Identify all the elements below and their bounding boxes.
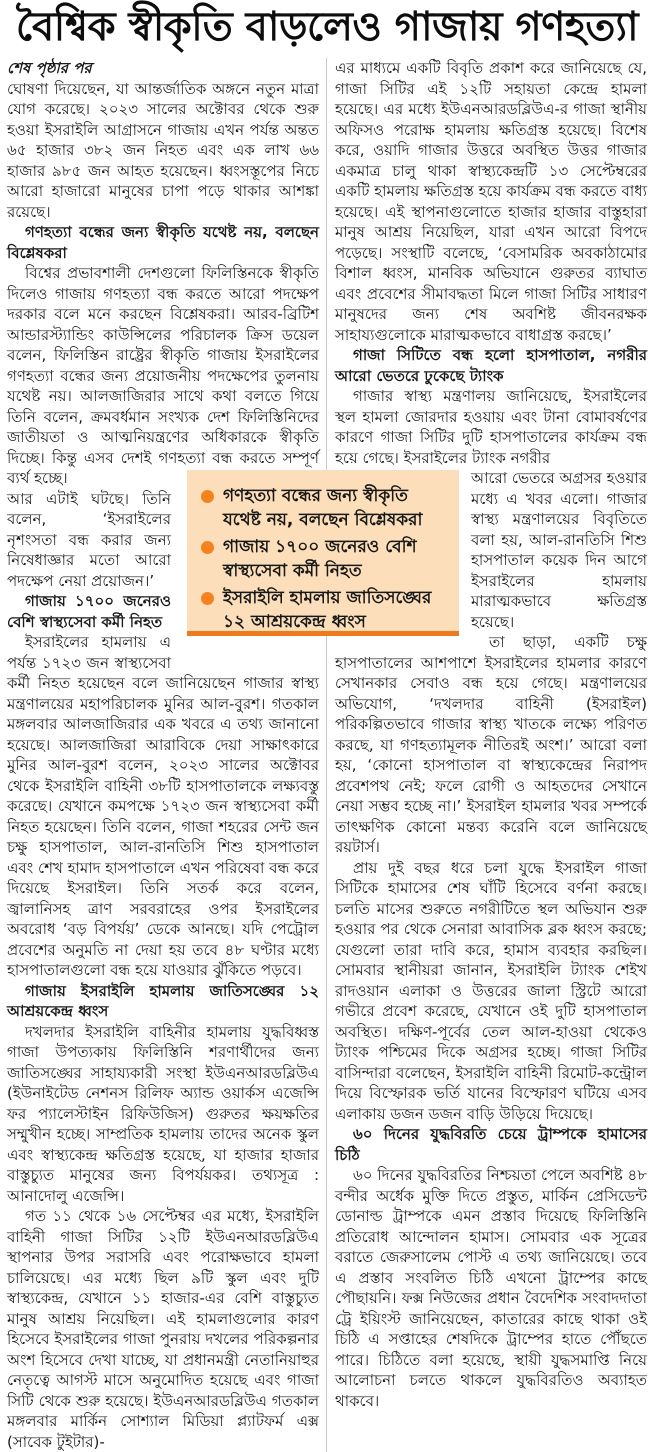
subhead-recognition-not-enough: গণহত্যা বন্ধের জন্য স্বীকৃতি যথেষ্ট নয়, বলছেন বিশ্লেষকরা [7, 223, 319, 262]
newspaper-page [0, 2, 654, 1451]
paragraph: ৬০ দিনের যুদ্ধবিরতির নিশ্চয়তা পেলে অবশিষ্ট ৪৮ বন্দীর অর্ধেক মুক্তি দিতে প্রস্তুত, মার্কিন প্রেসিডেন্ট ডোনাল্ড ট্রাম্পকে এমন প্রস্তাব দিয়েছে ফিলিস্তিনি প্রতিরোধ আন্দোলন হামাস। সোমবার এক সূত্রের বরাতে জেরুসালেম পোস্ট এ তথ্য জানিয়েছে। তবে এ প্রস্তাব সংবলিত চিঠি এখনো ট্রাম্পের কাছে পৌছায়নি। ফক্স নিউজের প্রধান বৈদেশিক সংবাদদাতা ট্রে ইয়িংস্ট জানিয়েছেন, কাতারের কাছে থাকা ওই চিঠি এ সপ্তাহের শেষদিকে ট্রাম্পের হাতে পৌঁছতে পারে। চিঠিতে বলা হয়েছে, স্থায়ী যুদ্ধসমাপ্তি নিয়ে আলোচনা চলতে থাকলে যুদ্ধবিরতিও অব্যাহত থাকবে। [335, 1166, 647, 1410]
article-body [0, 58, 654, 1452]
paragraph: ইসরাইলের হামলায় এ পর্যন্ত ১৭২৩ জন স্বাস্থ্যসেবা কর্মী নিহত হয়েছেন বলে জানিয়েছেন গাজার স্বাস্থ্য মন্ত্রণালয়ের মহাপরিচালক মুনির আল-বুরশ। গতকাল মঙ্গলবার আলজাজিরার এক খবরে এ তথ্য জানানো হয়েছে। আলজাজিরা আরাবিকে দেয়া সাক্ষাৎকারে মুনির আল-বুরশ বলেন, ২০২৩ সালের অক্টোবর থেকে ইসরাইলি বাহিনী ৩৮টি হাসপাতালকে লক্ষ্যবস্তু করেছে। যেখানে কমপক্ষে ১৭২৩ জন স্বাস্থ্যসেবা কর্মী নিহত হয়েছেন। তিনি বলেন, গাজা শহরের সেন্ট জন চক্ষু হাসপাতাল, আল-রানতিসি শিশু হাসপাতাল এবং শেখ হামাদ হাসপাতালে এখন পরিষেবা বন্ধ করে দিয়েছে ইসরাইল। তিনি সতর্ক করে বলেন, জ্বালানিসহ ত্রাণ সরবরাহের ওপর ইসরাইলের অবরোধ ‘বড় বিপর্যয়’ ডেকে আনছে। যদি পেট্রোল প্রবেশের অনুমতি না দেয়া হয় তবে ৪৮ ঘণ্টার মধ্যে হাসপাতালগুলো বন্ধ হয়ে যাওয়ার ঝুঁকিতে পড়বে। [7, 633, 319, 979]
highlight-box [187, 470, 459, 636]
right-column [327, 58, 647, 1452]
highlight-bullet-item [199, 535, 447, 583]
highlight-bullet-text: ইসরাইলি হামলায় জাতিসঙ্ঘের ১২ আশ্রয়কেন্দ্র ধ্বংস [223, 588, 432, 632]
paragraph: তা ছাড়া, একটি চক্ষু হাসপাতালের আশপাশে ইসরাইলের হামলার কারণে সেখানকার সেবাও বন্ধ হয়ে গেছে। মন্ত্রণালয়ের অভিযোগ, ‘দখলদার বাহিনী (ইসরাইল) পরিকল্পিতভাবে গাজার স্বাস্থ্য খাতকে লক্ষ্যে পরিণত করছে, যা গণহত্যামূলক নীতিরই অংশ।’ আরো বলা হয়, ‘কোনো হাসপাতাল বা স্বাস্থ্যকেন্দ্রের নিরাপদ প্রবেশপথ নেই; ফলে রোগী ও আহতদের সেখানে নেয়া সম্ভব হচ্ছে না।’ ইসরাইল হামলার খবর সম্পর্কে তাৎক্ষণিক কোনো মন্তব্য করেনি বলে জানিয়েছে রয়টার্স। [335, 633, 647, 856]
highlight-bullet-text: গাজায় ১৭০০ জনেরও বেশি স্বাস্থ্যসেবা কর্মী নিহত [223, 537, 417, 581]
left-column [7, 58, 327, 1452]
paragraph: আরো ভেতরে অগ্রসর হওয়ার মধ্যে এ খবর এলো। গাজার স্বাস্থ্য মন্ত্রণালয়ের বিবৃতিতে বলা হয়, আল-রানতিসি শিশু হাসপাতাল কয়েক দিন আগে ইসরাইলের হামলায় মারাত্মকভাবে ক্ষতিগ্রস্ত হয়েছে। [471, 469, 647, 631]
continuation-note: শেষ পৃষ্ঠার পর [7, 59, 92, 77]
paragraph: এর মাধ্যমে একটি বিবৃতি প্রকাশ করে জানিয়েছে যে, গাজা সিটির এই ১২টি সহায়তা কেন্দ্রে হামলা হয়েছে। এর মধ্যে ইউএনআরডব্লিউএ-র গাজা স্থানীয় অফিসও পরোক্ষ হামলায় ক্ষতিগ্রস্ত হয়েছে। বিশেষ করে, ওয়াদি গাজার উত্তরে অবস্থিত উত্তর গাজার একমাত্র চালু থাকা স্বাস্থ্যকেন্দ্রটি ১৩ সেপ্টেম্বরের একটি হামলায় ক্ষতিগ্রস্ত হয়ে কার্যক্রম বন্ধ করতে বাধ্য হয়েছে। এই স্থাপনাগুলোতে হাজার হাজার বাস্তুহারা মানুষ আশ্রয় নিয়েছিল, যারা এখন আরো বিপদে পড়েছে। সংস্থাটি বলেছে, ‘বেসামরিক অবকাঠামোর বিশাল ধ্বংস, মানবিক অভিযানে গুরুতর ব্যাঘাত এবং প্রবেশের সীমাবদ্ধতা মিলে গাজা সিটির সাধারণ মানুষদের জন্য শেষ অবশিষ্ট জীবনরক্ষক সাহায্যগুলোকে মারাত্মকভাবে বাধাগ্রস্ত করছে।’ [335, 59, 647, 344]
paragraph: আর এটাই ঘটছে। তিনি বলেন, ‘ইসরাইলের নৃশংসতা বন্ধ করার জন্য নিষেধাজ্ঞার মতো আরো পদক্ষেপ নেয়া প্রয়োজন।’ [7, 489, 171, 590]
paragraph: বিশ্বের প্রভাবশালী দেশগুলো ফিলিস্তিনকে স্বীকৃতি দিলেও গাজায় গণহত্যা বন্ধ করতে আরো পদক্ষেপ দরকার বলে মনে করছেন বিশ্লেষকরা। আরব-ব্রিটিশ আন্ডারস্ট্যান্ডিং কাউন্সিলের পরিচালক ক্রিস ডয়েল বলেন, ফিলিস্তিন রাষ্ট্রের স্বীকৃতি গাজায় ইসরাইলের গণহত্যা বন্ধের জন্য প্রয়োজনীয় পদক্ষেপের তুলনায় যথেষ্ট নয়। আলজাজিরার সাথে কথা বলতে গিয়ে তিনি বলেন, ক্রমবর্ধমান সংখ্যক দেশ ফিলিস্তিনিদের জাতীয়তা ও আত্মনিয়ন্ত্রণের অধিকারকে স্বীকৃতি দিচ্ছে। কিন্তু এসব দেশই গণহত্যা বন্ধ করতে সম্পূর্ণ ব্যর্থ হচ্ছে। [7, 264, 319, 487]
subhead-health-workers-killed: গাজায় ১৭০০ জনেরও বেশি স্বাস্থ্যসেবা কর্মী নিহত [7, 592, 171, 631]
bullet-dot-icon [201, 541, 214, 554]
paragraph: ঘোষণা দিয়েছেন, যা আন্তর্জাতিক অঙ্গনে নতুন মাত্রা যোগ করেছে। ২০২৩ সালের অক্টোবর থেকে শুরু হওয়া ইসরাইলি আগ্রাসনে গাজায় এখন পর্যন্ত অন্তত ৬৫ হাজার ৩৮২ জন নিহত এবং এক লাখ ৬৬ হাজার ৯৮৫ জন আহত হয়েছেন। ধ্বংসস্তূপের নিচে আরো হাজারো মানুষের চাপা পড়ে থাকার আশঙ্কা রয়েছে। [7, 79, 319, 221]
subhead-hamas-letter-trump: ৬০ দিনের যুদ্ধবিরতি চেয়ে ট্রাম্পকে হামাসের চিঠি [335, 1125, 647, 1164]
subhead-un-shelters-destroyed: গাজায় ইসরাইলি হামলায় জাতিসঙ্ঘের ১২ আশ্রয়কেন্দ্র ধ্বংস [7, 981, 319, 1020]
highlight-bullet-item [199, 586, 447, 634]
bullet-dot-icon [201, 592, 214, 605]
paragraph: দখলদার ইসরাইলি বাহিনীর হামলায় যুদ্ধবিধ্বস্ত গাজা উপত্যকায় ফিলিস্তিনি শরণার্থীদের জন্য জাতিসঙ্ঘের সাহায্যকারী সংস্থা ইউএনআরডব্লিউএ (ইউনাইটেড নেশনস রিলিফ অ্যান্ড ওয়ার্কস এজেন্সি ফর প্যালেস্টাইন রিফিউজিস) গুরুতর ক্ষয়ক্ষতির সম্মুখীন হচ্ছে। সাম্প্রতিক হামলায় তাদের অনেক স্কুল এবং স্বাস্থ্যকেন্দ্র ক্ষতিগ্রস্ত হয়েছে, যা হাজার হাজার বাস্তুচ্যুত মানুষের জন্য বিপর্যয়কর। তথ্যসূত্র : আনাদোলু এজেন্সি। [7, 1022, 319, 1205]
subhead-hospitals-closed-tanks: গাজা সিটিতে বন্ধ হলো হাসপাতাল, নগরীর আরো ভেতরে ঢুকেছে ট্যাংক [335, 346, 647, 385]
highlight-bullet-list [199, 484, 447, 634]
highlight-bullet-item [199, 484, 447, 532]
article-headline: বৈশ্বিক স্বীকৃতি বাড়লেও গাজায় গণহত্যা [15, 4, 639, 50]
paragraph: গাজার স্বাস্থ্য মন্ত্রণালয় জানিয়েছে, ইসরাইলের স্থল হামলা জোরদার হওয়ায় এবং টানা বোমাবর্ষণের কারণে গাজা সিটির দুটি হাসপাতালের কার্যক্রম বন্ধ হয়ে গেছে। ইসরাইলের ট্যাংক নগরীর [335, 387, 647, 467]
paragraph: প্রায় দুই বছর ধরে চলা যুদ্ধে ইসরাইল গাজা সিটিকে হামাসের শেষ ঘাঁটি হিসেবে বর্ণনা করছে। চলতি মাসের শুরুতে নগরীটিতে স্থল অভিযান শুরু হওয়ার পর থেকে সেনারা আবাসিক ব্লক ধ্বংস করছে; যেগুলো তারা দাবি করে, হামাস ব্যবহার করছিল। সোমবার স্থানীয়রা জানান, ইসরাইলি ট্যাংক শেইখ রাদওয়ান এলাকা ও উত্তরের জালা স্ট্রিটে আরো গভীরে প্রবেশ করেছে, যেখানে ওই দুটি হাসপাতাল অবস্থিত। দক্ষিণ-পূর্বের তেল আল-হাওয়া থেকেও ট্যাংক পশ্চিমের দিকে অগ্রসর হচ্ছে। গাজা সিটির বাসিন্দারা বলেছেন, ইসরাইলি বাহিনী রিমোট-কন্ট্রোল দিয়ে বিস্ফোরক ভর্তি যানের বিস্ফোরণ ঘটিয়ে এসব এলাকায় ডজন ডজন বাড়ি উড়িয়ে দিয়েছে। [335, 858, 647, 1123]
highlight-bullet-text: গণহত্যা বন্ধের জন্য স্বীকৃতি যথেষ্ট নয়, বলছেন বিশ্লেষকরা [223, 486, 423, 530]
bullet-dot-icon [201, 490, 214, 503]
paragraph: গত ১১ থেকে ১৬ সেপ্টেম্বর এর মধ্যে, ইসরাইলি বাহিনী গাজা সিটির ১২টি ইউএনআরডব্লিউএ স্থাপনার উপর সরাসরি এবং পরোক্ষভাবে হামলা চালিয়েছে। এর মধ্যে ছিল ৯টি স্কুল এবং দুটি স্বাস্থ্যকেন্দ্র, যেখানে ১১ হাজার-এর বেশি বাস্তুচ্যুত মানুষ আশ্রয় নিয়েছিল। এই হামলাগুলোর কারণ হিসেবে ইসরাইলের গাজা পুনরায় দখলের পরিকল্পনার অংশ হিসেবে দেখা যাচ্ছে, যা প্রধানমন্ত্রী নেতানিয়াহুর নেতৃত্বে আগস্ট মাসে অনুমোদিত হয়েছে এবং গাজা সিটি থেকে শুরু হয়েছে। ইউএনআরডব্লিউএ গতকাল মঙ্গলবার মার্কিন সোশ্যাল মিডিয়া প্ল্যাটফর্ম এক্স (সাবেক টুইটার)- [7, 1207, 319, 1451]
